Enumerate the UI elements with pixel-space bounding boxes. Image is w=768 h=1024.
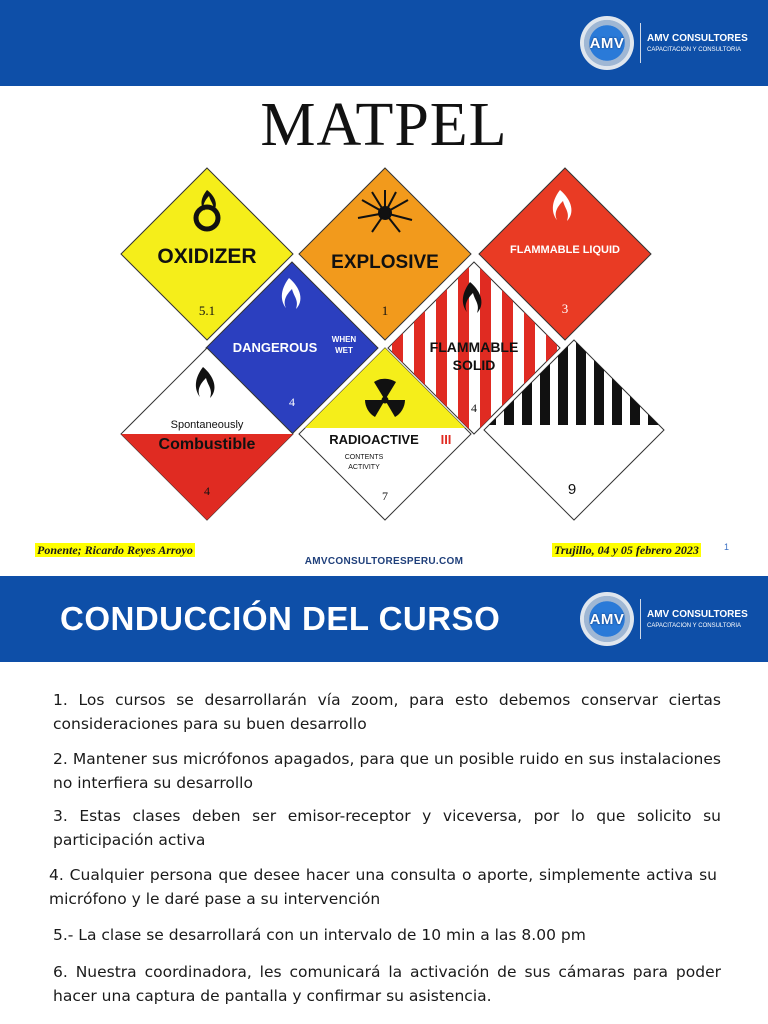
- location-date: Trujillo, 04 y 05 febrero 2023: [554, 543, 699, 557]
- logo-tagline: CAPACITACION Y CONSULTORIA: [647, 623, 742, 629]
- slide-title: MATPEL: [260, 91, 508, 159]
- gear-logo-icon: AMV: [580, 592, 634, 646]
- placard-radioactive-label: RADIOACTIVE: [329, 432, 419, 447]
- placard-flammable-solid-label2: SOLID: [452, 357, 496, 373]
- list-item: 3. Estas clases deben ser emisor-receptor y viceversa, por lo que solicito su participación activa: [53, 807, 721, 849]
- placard-combustible-label: Combustible: [158, 436, 256, 453]
- slide-heading: CONDUCCIÓN DEL CURSO: [60, 600, 501, 637]
- placard-oxidizer-label: OXIDIZER: [157, 245, 257, 268]
- list-item: 5.- La clase se desarrollará con un intervalo de 10 min a las 8.00 pm: [53, 926, 586, 944]
- placard-radioactive-category: III: [440, 432, 452, 447]
- location-date-line: [552, 543, 701, 558]
- placard-radioactive-number: 7: [382, 489, 388, 503]
- slide-conduccion: [0, 576, 768, 1024]
- list-item: 1. Los cursos se desarrollarán vía zoom, para esto debemos conservar ciertas consideraciones para su buen desarrollo: [53, 691, 721, 733]
- logo-name: AMV CONSULTORES: [647, 609, 748, 620]
- placard-wet-label: WET: [335, 346, 353, 355]
- placard-dangerous-label: DANGEROUS: [232, 340, 318, 355]
- website-link[interactable]: AMVCONSULTORESPERU.COM: [304, 556, 464, 567]
- page-number: 1: [724, 542, 730, 552]
- speaker-name: Ponente; Ricardo Reyes Arroyo: [37, 543, 193, 557]
- placard-spontaneously-label: Spontaneously: [170, 419, 244, 431]
- placard-flammable-liquid-label: FLAMMABLE LIQUID: [510, 244, 620, 256]
- list-item: 2. Mantener sus micrófonos apagados, para que un posible ruido en sus instalaciones no interfiera su desarrollo: [53, 750, 721, 792]
- placard-contents-label: CONTENTS: [344, 454, 384, 461]
- list-item: 4. Cualquier persona que desee hacer una consulta o aporte, simplemente activa su micrófono y le daré pase a su intervención: [49, 866, 717, 908]
- placard-oxidizer-number: 5.1: [198, 303, 216, 318]
- placard-flammable-solid-number: 4: [471, 401, 477, 415]
- placard-flammable-solid-label: FLAMMABLE: [429, 339, 519, 355]
- logo-divider: [640, 599, 641, 639]
- placard-explosive-label: EXPLOSIVE: [331, 252, 439, 273]
- placard-activity-label: ACTIVITY: [348, 464, 380, 471]
- logo-tagline: CAPACITACION Y CONSULTORIA: [647, 47, 742, 53]
- list-item: 6. Nuestra coordinadora, les comunicará la activación de sus cámaras para poder hacer una captura de pantalla y confirmar su asistencia.: [53, 963, 721, 1005]
- placard-explosive-number: 1: [381, 303, 389, 318]
- amv-logo: [580, 592, 748, 646]
- logo-name: AMV CONSULTORES: [647, 33, 748, 44]
- placard-miscellaneous-number: 9: [567, 481, 577, 498]
- placard-flammable-liquid-number: 3: [561, 301, 569, 316]
- gear-logo-icon: AMV: [580, 16, 634, 70]
- placard-dangerous-number: 4: [289, 395, 295, 409]
- placard-when-label: WHEN: [331, 335, 357, 344]
- placard-spontaneously-number: 4: [204, 484, 210, 498]
